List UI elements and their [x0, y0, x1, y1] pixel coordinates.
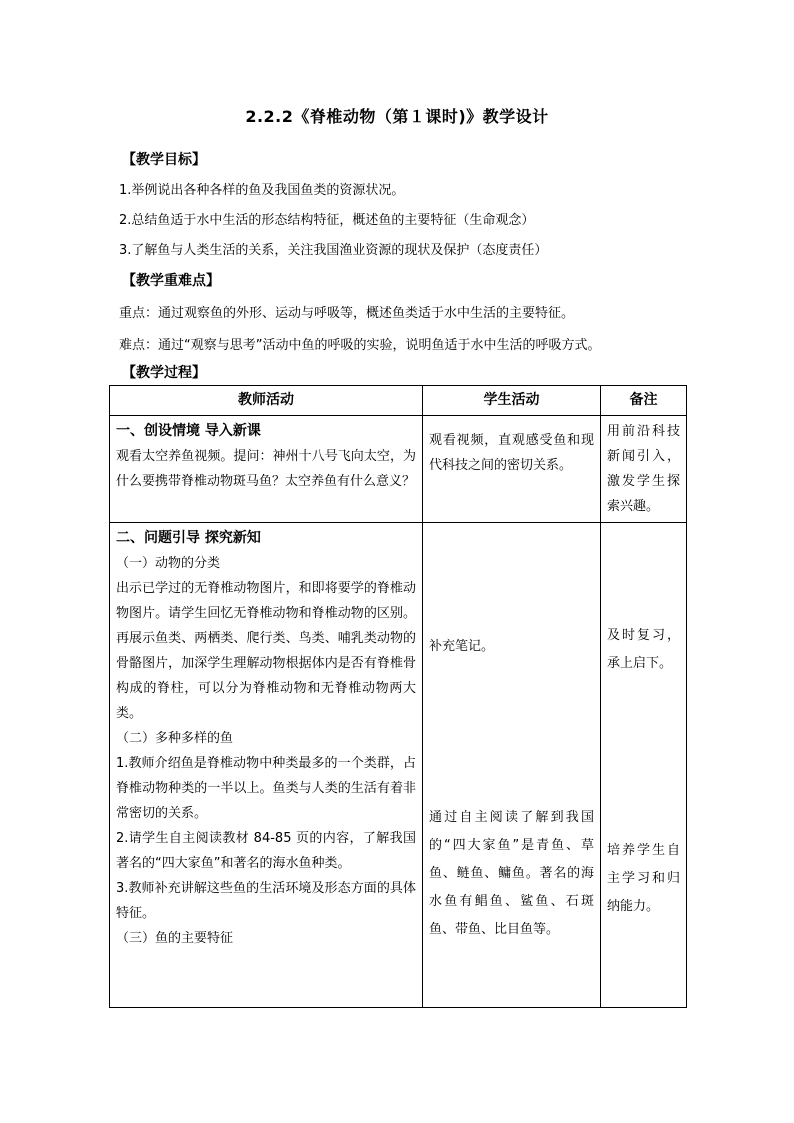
objective-item: 2.总结鱼适于水中生活的形态结构特征，概述鱼的主要特征（生命观念） — [119, 213, 535, 228]
table-row — [110, 523, 687, 1008]
key-points-heading: 【教学重难点】 — [122, 273, 220, 289]
note-text: 培养学生自主学习和归纳能力。 — [607, 843, 680, 914]
column-header: 备注 — [601, 386, 687, 416]
teacher-cell — [110, 523, 423, 1008]
objectives-heading: 【教学目标】 — [122, 152, 206, 168]
teacher-activity: 观看太空养鱼视频。提问：神州十八号飞向太空，为什么要携带脊椎动物斑马鱼？太空养鱼有什么意义？ — [116, 449, 416, 489]
key-point: 重点：通过观察鱼的外形、运动与呼吸等，概述鱼类适于水中生活的主要特征。 — [119, 306, 575, 321]
objective-item: 1.举例说出各种各样的鱼及我国鱼类的资源状况。 — [119, 183, 405, 198]
teacher-activity: 出示已学过的无脊椎动物图片，和即将要学的脊椎动物图片。请学生回忆无脊椎动物和脊椎动物的区别。再展示鱼类、两栖类、爬行类、鸟类、哺乳类动物的骨骼图片，加深学生理解动物根据体内是否有脊椎骨构成的脊柱，可以分为脊椎动物和无脊椎动物两大类。 — [116, 581, 416, 721]
teacher-activity: 3.教师补充讲解这些鱼的生活环境及形态方面的具体特征。 — [116, 881, 416, 921]
process-heading: 【教学过程】 — [122, 365, 206, 381]
section-title: 二、问题引导 探究新知 — [116, 530, 261, 546]
lesson-table — [109, 385, 687, 1008]
subsection-title: （二）多种多样的鱼 — [116, 731, 234, 746]
student-activity: 通过自主阅读了解到我国的“四大家鱼”是青鱼、草鱼、鲢鱼、鳙鱼。著名的海水鱼有鲳鱼、鲨鱼、石斑鱼、带鱼、比目鱼等。 — [429, 810, 594, 937]
note-text: 用前沿科技新闻引入，激发学生探索兴趣。 — [607, 424, 680, 514]
page-title: 2.2.2《脊椎动物（第１课时)》教学设计 — [245, 107, 549, 126]
note-text: 及时复习，承上启下。 — [607, 628, 680, 671]
table-row — [110, 416, 687, 523]
teacher-activity: 1.教师介绍鱼是脊椎动物中种类最多的一个类群，占脊椎动物种类的一半以上。鱼类与人类的生活有着非常密切的关系。 — [116, 756, 416, 821]
subsection-title: （一）动物的分类 — [116, 556, 221, 571]
student-cell — [423, 523, 601, 1008]
student-activity: 补充笔记。 — [429, 639, 495, 654]
objective-item: 3.了解鱼与人类生活的关系，关注我国渔业资源的现状及保护（态度责任） — [119, 243, 548, 258]
section-title: 一、创设情境 导入新课 — [116, 423, 261, 439]
column-header: 教师活动 — [110, 386, 423, 416]
column-header: 学生活动 — [423, 386, 601, 416]
student-cell — [423, 416, 601, 523]
note-cell — [601, 523, 687, 1008]
student-activity: 观看视频，直观感受鱼和现代科技之间的密切关系。 — [429, 433, 594, 473]
table-header-row — [110, 386, 687, 416]
teacher-activity: 2.请学生自主阅读教材 84-85 页的内容，了解我国著名的“四大家鱼”和著名的海水鱼种类。 — [116, 831, 416, 871]
teacher-cell — [110, 416, 423, 523]
difficult-point: 难点：通过“观察与思考”活动中鱼的呼吸的实验，说明鱼适于水中生活的呼吸方式。 — [119, 338, 601, 353]
note-cell — [601, 416, 687, 523]
subsection-title: （三）鱼的主要特征 — [116, 931, 234, 946]
